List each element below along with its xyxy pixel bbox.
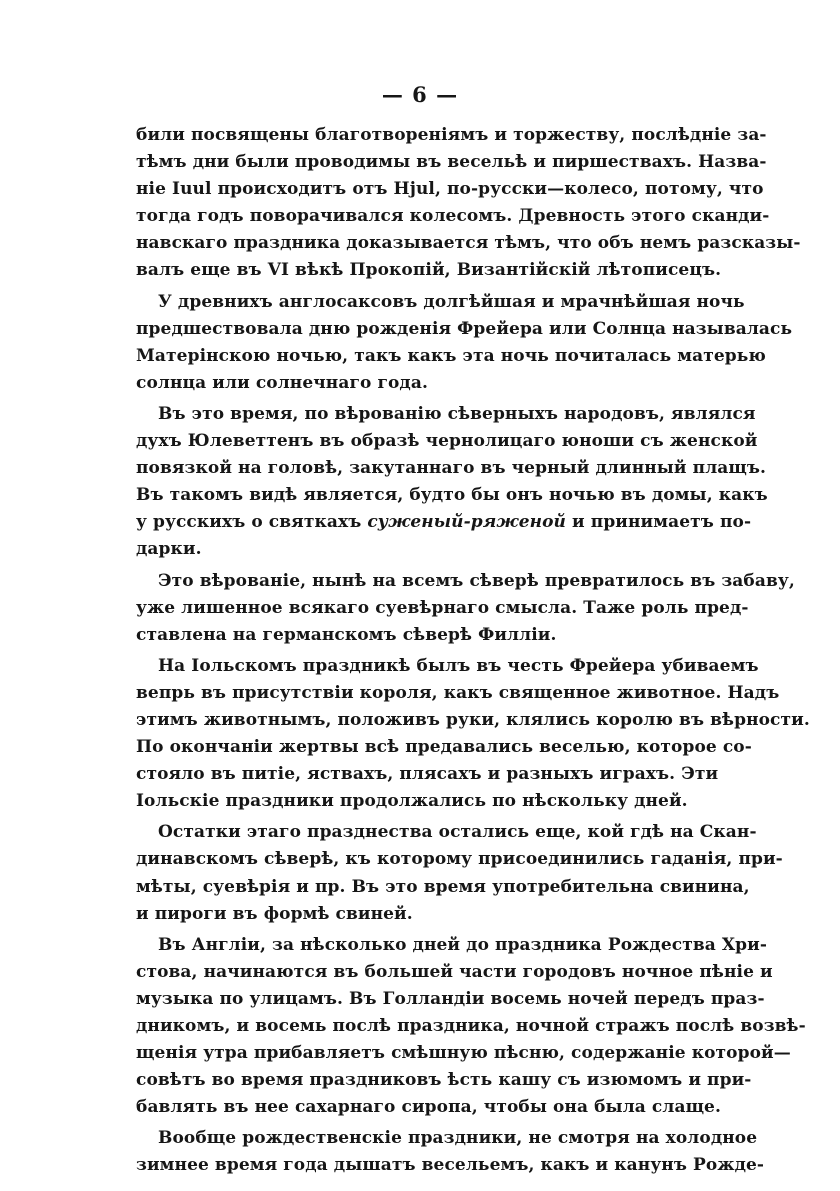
text-line: щенія утра прибавляетъ смѣшную пѣсню, содержаніе которой— xyxy=(136,1043,791,1064)
text-line: зимнее время года дышатъ весельемъ, какъ и канунъ Рожде- xyxy=(136,1155,765,1176)
text-line: бавлять въ нее сахарнаго сиропа, чтобы она была слаще. xyxy=(136,1097,721,1118)
text-line: Іольскіе праздники продолжались по нѣскольку дней. xyxy=(136,791,688,812)
text-line: стова, начинаются въ большей части городовъ ночное пѣніе и xyxy=(136,961,773,982)
paragraph xyxy=(136,568,795,649)
text-line: солнца или солнечнаго года. xyxy=(136,372,428,393)
paragraph xyxy=(136,1125,765,1179)
text-line: ставлена на германскомъ сѣверѣ Филліи. xyxy=(136,624,557,645)
text-line: валъ еще въ VI вѣкѣ Прокопій, Византійскій лѣтописецъ. xyxy=(136,260,722,281)
text-line: совѣтъ во время праздниковъ ѣсть кашу съ изюмомъ и при- xyxy=(136,1070,752,1091)
text-line: Остатки этаго празднества остались еще, кой гдѣ на Скан- xyxy=(158,822,757,843)
text-line: дникомъ, и восемь послѣ праздника, ночной стражъ послѣ возвѣ- xyxy=(136,1016,806,1036)
paragraph xyxy=(136,932,806,1122)
text-line: духъ Юлеветтенъ въ образѣ чернолицаго юноши съ женской xyxy=(136,431,758,452)
text-line: мѣты, суевѣрія и пр. Въ это время употребительна свинина, xyxy=(136,876,750,897)
text-line: повязкой на головѣ, закутаннаго въ черный длинный плащъ. xyxy=(136,458,767,479)
text-line: Вообще рождественскіе праздники, не смотря на холодное xyxy=(158,1128,758,1149)
paragraph xyxy=(136,122,801,285)
body-text xyxy=(136,122,810,1184)
text-line: У древнихъ англосаксовъ долгѣйшая и мрачнѣйшая ночь xyxy=(158,291,745,312)
text-line: По окончаніи жертвы всѣ предавались веселью, которое со- xyxy=(136,737,752,758)
paragraph xyxy=(136,289,793,397)
italic-phrase: суженый-ряженой xyxy=(367,512,567,533)
text-line: стояло въ питіе, яствахъ, плясахъ и разныхъ играхъ. Эти xyxy=(136,764,719,785)
text-line: навскаго праздника доказывается тѣмъ, что объ немъ разсказы- xyxy=(136,233,801,254)
text-fragment: и принимаетъ по- xyxy=(566,512,752,533)
text-line: музыка по улицамъ. Въ Голландіи восемь ночей передъ праз- xyxy=(136,988,765,1009)
text-line: Въ Англіи, за нѣсколько дней до праздника Рождества Хри- xyxy=(158,934,768,955)
paragraph xyxy=(136,401,768,564)
text-line: Въ это время, по вѣрованію сѣверныхъ народовъ, являлся xyxy=(158,403,756,424)
page-number: — 6 — xyxy=(381,82,459,107)
text-line: предшествовала дню рожденія Фрейера или Солнца называлась xyxy=(136,318,793,339)
text-line: Въ такомъ видѣ является, будто бы онъ ночью въ домы, какъ xyxy=(136,485,768,506)
text-line: и пироги въ формѣ свиней. xyxy=(136,903,413,924)
text-line: дарки. xyxy=(136,539,202,560)
text-line: Матерінскою ночью, такъ какъ эта ночь почиталась матерью xyxy=(136,345,766,366)
text-line: вепрь въ присутствіи короля, какъ священное животное. Надъ xyxy=(136,682,780,703)
paragraph xyxy=(136,653,810,816)
text-line: этимъ животнымъ, положивъ руки, клялись королю въ вѣрности. xyxy=(136,709,810,730)
text-line: На Іольскомъ праздникѣ былъ въ честь Фрейера убиваемъ xyxy=(158,655,759,676)
text-line: динавскомъ сѣверѣ, къ которому присоединились гаданія, при- xyxy=(136,849,783,870)
text-line: тѣмъ дни были проводимы въ весельѣ и пиршествахъ. Назва- xyxy=(136,152,767,173)
text-line: ніе Iuul происходитъ отъ Hjul, по-русски—колесо, потому, что xyxy=(136,179,764,200)
text-line: Это вѣрованіе, нынѣ на всемъ сѣверѣ превратилось въ забаву, xyxy=(158,570,795,591)
text-line: уже лишенное всякаго суевѣрнаго смысла. Таже роль пред- xyxy=(136,597,749,618)
text-line xyxy=(136,509,752,536)
text-line: били посвящены благотвореніямъ и торжеству, послѣдніе за- xyxy=(136,125,767,145)
text-line: тогда годъ поворачивался колесомъ. Древность этого сканди- xyxy=(136,206,770,227)
paragraph xyxy=(136,819,783,927)
text-fragment: у русскихъ о святкахъ xyxy=(136,512,368,533)
